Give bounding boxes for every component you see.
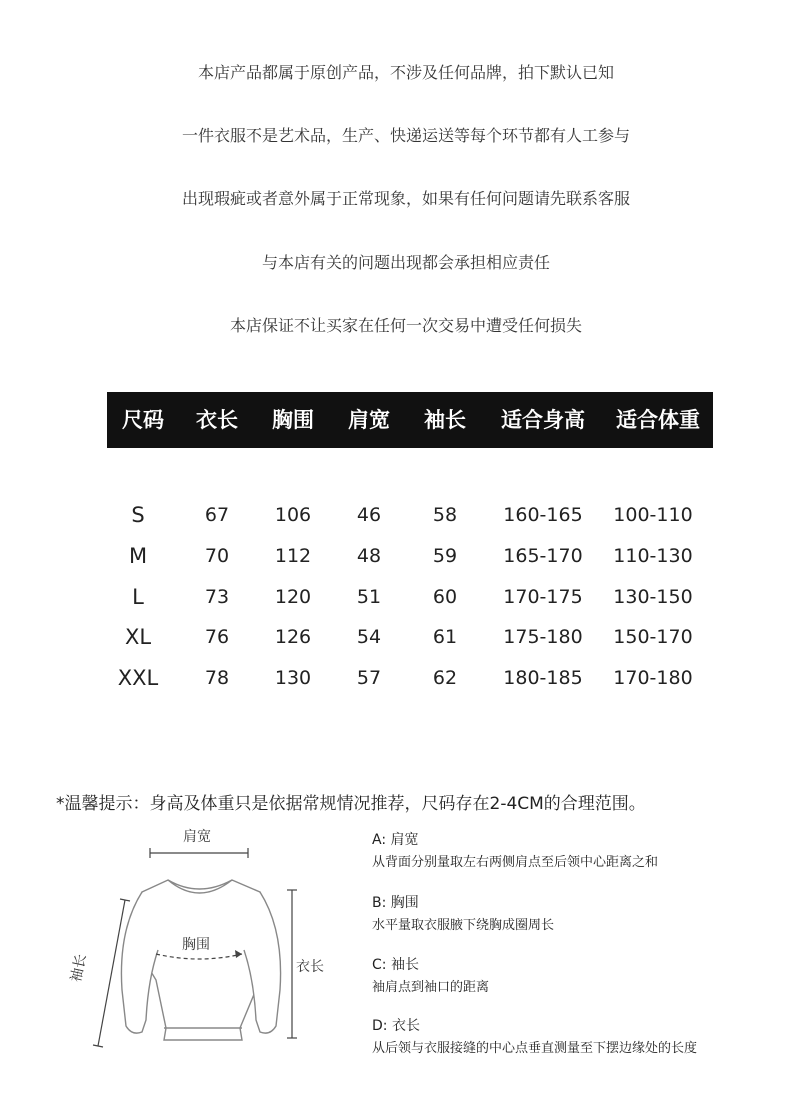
desc-b-text: 水平量取衣服腋下绕胸成圈周长: [372, 918, 555, 933]
cell-weight: 110-130: [613, 545, 693, 567]
desc-b-title: B: 胸围: [372, 895, 419, 911]
desc-d-text: 从后领与衣服接缝的中心点垂直测量至下摆边缘处的长度: [372, 1041, 698, 1056]
notice-line-4: 与本店有关的问题出现都会承担相应责任: [261, 253, 550, 272]
table-row: [0, 582, 812, 612]
cell-length: 73: [204, 586, 230, 608]
desc-a-text: 从背面分别量取左右两侧肩点至后领中心距离之和: [372, 855, 659, 870]
table-row: [0, 663, 812, 693]
desc-a-title: A: 肩宽: [372, 832, 419, 848]
cell-shoulder: 57: [356, 667, 382, 689]
length-label: 衣长: [296, 959, 324, 975]
cell-sleeve: 58: [432, 504, 458, 526]
table-row: [0, 500, 812, 530]
header-chest: 胸围: [272, 408, 314, 432]
cell-length: 76: [204, 626, 230, 648]
cell-weight: 100-110: [613, 504, 693, 526]
cell-sleeve: 62: [432, 667, 458, 689]
cell-sleeve: 60: [432, 586, 458, 608]
notice-line-2: 一件衣服不是艺术品，生产、快递运送等每个环节都有人工参与: [181, 126, 630, 145]
cell-length: 67: [204, 504, 230, 526]
cell-weight: 130-150: [613, 586, 693, 608]
notice-line-1: 本店产品都属于原创产品，不涉及任何品牌，拍下默认已知: [197, 63, 614, 82]
cell-height: 165-170: [503, 545, 583, 567]
notice-line-5: 本店保证不让买家在任何一次交易中遭受任何损失: [229, 316, 582, 335]
cell-size: XL: [124, 625, 152, 649]
cell-height: 180-185: [503, 667, 583, 689]
desc-c-text: 袖肩点到袖口的距离: [372, 980, 490, 995]
sweatshirt-diagram: [70, 820, 360, 1060]
shoulder-measure-line: [150, 848, 248, 858]
cell-chest: 120: [274, 586, 312, 608]
cell-length: 78: [204, 667, 230, 689]
shoulder-label: 肩宽: [183, 829, 211, 845]
sweatshirt-outline: [121, 880, 280, 1040]
size-table-header: [107, 392, 713, 448]
cell-height: 170-175: [503, 586, 583, 608]
cell-size: M: [128, 544, 148, 568]
size-tip: *温馨提示：身高及体重只是依据常规情况推荐，尺码存在2-4CM的合理范围。: [56, 794, 646, 814]
cell-shoulder: 48: [356, 545, 382, 567]
notice-line-3: 出现瑕疵或者意外属于正常现象，如果有任何问题请先联系客服: [181, 189, 630, 208]
cell-chest: 130: [274, 667, 312, 689]
desc-d-title: D: 衣长: [372, 1018, 420, 1034]
cell-size: L: [132, 585, 144, 609]
header-height: 适合身高: [501, 408, 585, 432]
cell-height: 175-180: [503, 626, 583, 648]
cell-length: 70: [204, 545, 230, 567]
cell-chest: 126: [274, 626, 312, 648]
header-shoulder: 肩宽: [348, 408, 390, 432]
table-row: [0, 622, 812, 652]
cell-chest: 106: [274, 504, 312, 526]
table-row: [0, 541, 812, 571]
chest-label: 胸围: [182, 937, 210, 953]
cell-weight: 170-180: [613, 667, 693, 689]
header-size: 尺码: [122, 408, 164, 432]
cell-shoulder: 46: [356, 504, 382, 526]
cell-height: 160-165: [503, 504, 583, 526]
cell-size: S: [131, 503, 145, 527]
desc-c-title: C: 袖长: [372, 957, 419, 973]
header-length: 衣长: [196, 408, 238, 432]
cell-sleeve: 59: [432, 545, 458, 567]
cell-chest: 112: [274, 545, 312, 567]
cell-shoulder: 51: [356, 586, 382, 608]
cell-sleeve: 61: [432, 626, 458, 648]
header-weight: 适合体重: [616, 408, 700, 432]
cell-weight: 150-170: [613, 626, 693, 648]
cell-shoulder: 54: [356, 626, 382, 648]
header-sleeve: 袖长: [424, 408, 466, 432]
cell-size: XXL: [117, 666, 159, 690]
sleeve-label: 袖长: [68, 952, 90, 984]
